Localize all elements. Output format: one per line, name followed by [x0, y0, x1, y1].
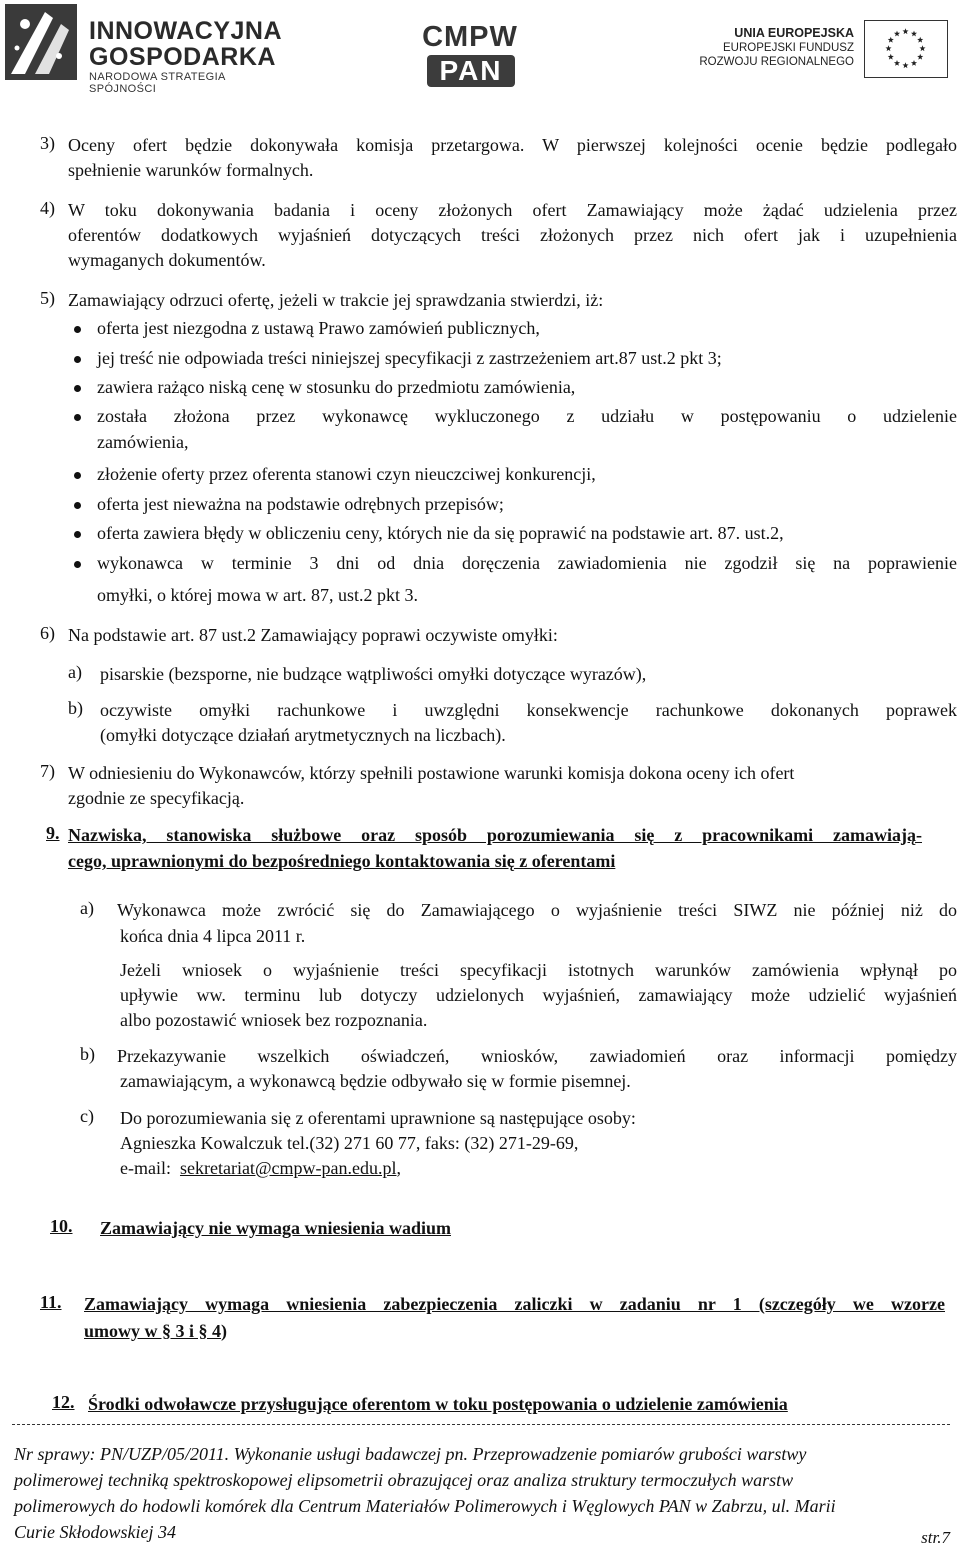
section-number: 10.	[50, 1216, 73, 1236]
section-heading: cego, uprawnionymi do bezpośredniego kontaktowania się z oferentami	[68, 851, 616, 871]
section-heading: Zamawiający wymaga wniesienia zabezpieczenia zaliczki w zadaniu nr 1 (szczegóły we wzorze	[84, 1294, 945, 1314]
paragraph-line: Na podstawie art. 87 ust.2 Zamawiający poprawi oczywiste omyłki:	[68, 625, 558, 645]
item-number: 7)	[40, 761, 55, 781]
section-heading-rest: )	[221, 1321, 228, 1341]
section-heading: Nazwiska, stanowiska służbowe oraz sposób porozumiewania się z pracownikami zamawiają-	[68, 825, 922, 845]
footer-divider	[12, 1424, 950, 1431]
email-suffix: ,	[396, 1158, 401, 1178]
email-label: e-mail:	[120, 1158, 180, 1178]
bullet-icon	[74, 561, 81, 568]
list-item-continuation: omyłki, o której mowa w art. 87, ust.2 pkt 3.	[97, 585, 418, 605]
contact-phone-line: Agnieszka Kowalczuk tel.(32) 271 60 77, faks: (32) 271-29-69,	[120, 1133, 579, 1153]
section-heading-line2	[84, 1319, 944, 1344]
bullet-icon	[74, 531, 81, 538]
item-number: 6)	[40, 623, 55, 643]
logo-center-bottom: PAN	[427, 55, 515, 87]
bullet-icon	[74, 326, 81, 333]
bullet-icon	[74, 502, 81, 509]
bullet-icon	[74, 356, 81, 363]
footer-line: Nr sprawy: PN/UZP/05/2011. Wykonanie usługi badawczej pn. Przeprowadzenie pomiarów grubości warstwy	[14, 1444, 807, 1464]
list-item: wykonawca w terminie 3 dni od dnia doręczenia zawiadomienia nie zgodził się na poprawienie	[97, 553, 957, 573]
logo-center-top: CMPW	[422, 21, 518, 53]
paragraph-line: W toku dokonywania badania i oceny złożonych ofert Zamawiający może żądać udzielenia przez	[68, 200, 957, 220]
list-item: oferta jest nieważna na podstawie odrębnych przepisów;	[97, 494, 504, 514]
footer-line: Curie Skłodowskiej 34	[14, 1522, 176, 1542]
item-number: 3)	[40, 133, 55, 153]
paragraph-line: W odniesieniu do Wykonawców, którzy spełnili postawione warunki komisja dokona oceny ich ofert	[68, 763, 795, 783]
paragraph-line: albo pozostawić wniosek bez rozpoznania.	[120, 1010, 428, 1030]
logo-left-line1: INNOWACYJNA	[89, 17, 283, 45]
logo-right-line3: ROZWOJU REGIONALNEGO	[699, 56, 854, 68]
paragraph-line: końca dnia 4 lipca 2011 r.	[120, 926, 306, 946]
section-heading: Środki odwoławcze przysługujące oferentom w toku postępowania o udzielenie zamówienia	[88, 1394, 788, 1414]
logo-left-line3: NARODOWA STRATEGIA SPÓJNOŚCI	[89, 71, 226, 95]
logo-right-line2: EUROPEJSKI FUNDUSZ	[723, 41, 854, 54]
sub-item-letter: a)	[80, 898, 94, 918]
bullet-icon	[74, 472, 81, 479]
list-item-continuation: zamówienia,	[97, 432, 189, 452]
paragraph-line: upływie ww. terminu lub dotyczy udzielonych wyjaśnień, zamawiający może udzielić wyjaśnień	[120, 985, 957, 1005]
contact-email-line	[120, 1156, 950, 1181]
paragraph-line: Zamawiający odrzuci ofertę, jeżeli w trakcie jej sprawdzania stwierdzi, iż:	[68, 290, 604, 310]
section-number: 12.	[52, 1392, 75, 1412]
sub-item-letter: a)	[68, 662, 82, 682]
list-item: została złożona przez wykonawcę wykluczonego z udziału w postępowaniu o udzielenie	[97, 406, 957, 426]
paragraph-line: oczywiste omyłki rachunkowe i uwzględni konsekwencje rachunkowe dokonanych poprawek	[100, 700, 957, 720]
paragraph-line: wymaganych dokumentów.	[68, 250, 266, 270]
section-number: 11.	[40, 1292, 62, 1312]
paragraph-line: zamawiającym, a wykonawcą będzie odbywało się w formie pisemnej.	[120, 1071, 631, 1091]
section-heading: Zamawiający nie wymaga wniesienia wadium	[100, 1218, 451, 1238]
paragraph-line: Do porozumiewania się z oferentami uprawnione są następujące osoby:	[120, 1108, 636, 1128]
list-item: złożenie oferty przez oferenta stanowi czyn nieuczciwej konkurencji,	[97, 464, 596, 484]
section-heading-underlined: umowy w § 3 i § 4	[84, 1321, 222, 1341]
paragraph-line: spełnienie warunków formalnych.	[68, 160, 314, 180]
email-link[interactable]: sekretariat@cmpw-pan.edu.pl	[179, 1158, 397, 1178]
page-number: str.7	[921, 1528, 950, 1547]
paragraph-line: Przekazywanie wszelkich oświadczeń, wniosków, zawiadomień oraz informacji pomiędzy	[117, 1046, 957, 1066]
logo-left-line2: GOSPODARKA	[89, 43, 276, 71]
sub-item-letter: c)	[80, 1106, 94, 1126]
footer-line: polimerowych do hodowli komórek dla Centrum Materiałów Polimerowych i Węglowych PAN w Zabrzu, ul. Marii	[14, 1496, 836, 1516]
item-number: 5)	[40, 288, 55, 308]
item-number: 4)	[40, 198, 55, 218]
paragraph-line: pisarskie (bezsporne, nie budzące wątpliwości omyłki dotyczące wyrazów),	[100, 664, 647, 684]
list-item: zawiera rażąco niską cenę w stosunku do przedmiotu zamówienia,	[97, 377, 576, 397]
section-number: 9.	[46, 823, 60, 843]
paragraph-line: Oceny ofert będzie dokonywała komisja przetargowa. W pierwszej kolejności ocenie będzie podlegało	[68, 135, 957, 155]
paragraph-line: (omyłki dotyczące działań arytmetycznych na liczbach).	[100, 725, 506, 745]
paragraph-line: Wykonawca może zwrócić się do Zamawiającego o wyjaśnienie treści SIWZ nie później niż do	[117, 900, 957, 920]
page-footer	[14, 1441, 944, 1545]
logo-right-line1: UNIA EUROPEJSKA	[734, 26, 854, 40]
list-item: oferta jest niezgodna z ustawą Prawo zamówień publicznych,	[97, 318, 540, 338]
sub-item-letter: b)	[68, 698, 83, 718]
sub-item-letter: b)	[80, 1044, 95, 1064]
paragraph-line: Jeżeli wniosek o wyjaśnienie treści specyfikacji istotnych warunków zamówienia wpłynął po	[120, 960, 957, 980]
bullet-icon	[74, 414, 81, 421]
list-item: jej treść nie odpowiada treści niniejszej specyfikacji z zastrzeżeniem art.87 ust.2 pkt 3;	[97, 348, 722, 368]
footer-line: polimerowej techniką spektroskopowej elipsometrii obrazującej oraz analiza struktury termoczułych warstw	[14, 1470, 794, 1490]
paragraph-line: oferentów dodatkowych wyjaśnień dotyczących treści złożonych przez nich ofert jak i uzupełnienia	[68, 225, 957, 245]
bullet-icon	[74, 385, 81, 392]
list-item: oferta zawiera błędy w obliczeniu ceny, których nie da się poprawić na podstawie art. 87. ust.2,	[97, 523, 784, 543]
paragraph-line: zgodnie ze specyfikacją.	[68, 788, 245, 808]
